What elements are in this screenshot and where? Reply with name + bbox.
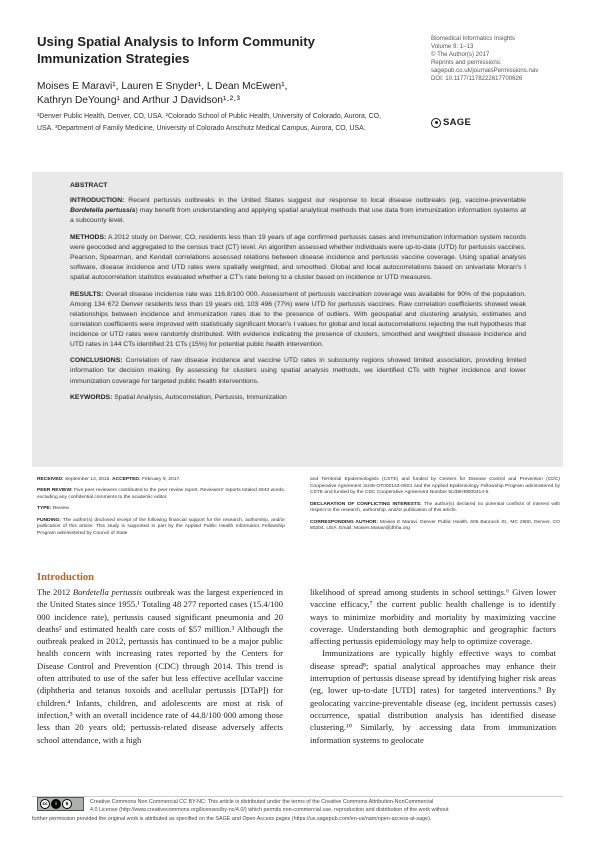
methods-text: A 2012 study on Denver, CO, residents less than 19 years of age confirmed pertussis cases and immunization information system records were geocoded and aggregated to the census tract (CT) level. An algorithm assessed whether individuals were up-to-date (UTD) for pertussis vaccines. Pearson, Spearman, and Kendall correlations assessed relations between disease incidence and pertussis vaccine coverage. Using spatial analysis software, disease incidence and UTD rates were spatially weighted, and smoothed. Global and local autocorrelations based on univariate Moran's I spatial autocorrelation statistics evaluated whether a CT's rate belong to a cluster based on incidence or UTD measures. bbox=[70, 233, 527, 281]
intro-paragraph-1-continued: likelihood of spread among students in school settings.⁶ Given lower vaccine efficacy,⁷ the current public health challenge is to identify ways to minimize morbidity and mortality by maximizing vaccine coverage. Understanding both demographic and geographic factors affecting pertussis epidemiology may help to optimize coverage. bbox=[310, 587, 556, 647]
journal-copyright: © The Author(s) 2017 bbox=[431, 51, 490, 59]
abstract-keywords bbox=[70, 393, 526, 403]
accepted-date: February 9, 2017. bbox=[141, 477, 181, 482]
intro-paragraph-2: Immunizations are typically highly effective ways to combat disease spread⁸; spatial analytical approaches may enhance their interruption of pertussis disease spread by identifying higher risk areas (eg, lower up-to-date [UTD] rates) for targeted interventions.⁹ By geolocating vaccine-preventable disease (eg, incident pertussis cases) occurrence, spatial distribution analysis has identified disease clustering.¹⁰ Similarly, by accessing data from immunization information systems to geolocate bbox=[310, 648, 556, 745]
body-column-right bbox=[310, 586, 556, 746]
journal-volume: Volume 9: 1–13 bbox=[431, 43, 474, 51]
accepted-label: ACCEPTED: bbox=[112, 477, 141, 482]
body-column-left bbox=[37, 586, 283, 746]
corresponding-label: CORRESPONDING AUTHOR: bbox=[310, 519, 378, 525]
license-line-3[interactable]: further permission provided the original work is attributed as specified on the SAGE and Open Access pages (https://us.sagepub.com/en-us/nam/open-access-at-sage). bbox=[32, 815, 432, 822]
type-value: Review bbox=[52, 506, 69, 512]
corresponding-author bbox=[310, 520, 560, 533]
license-footer bbox=[32, 796, 563, 822]
journal-info bbox=[431, 35, 591, 84]
declaration-text: The author(s) declared no potential conflicts of interest with respect to the research, authorship, and/or publication of this article. bbox=[310, 501, 560, 514]
article-meta-right bbox=[310, 477, 560, 538]
cc-icon: cc bbox=[40, 799, 50, 809]
journal-reprints-link[interactable]: sagepub.co.uk/journalsPermissions.nav bbox=[431, 67, 539, 75]
abstract-methods bbox=[70, 233, 526, 283]
funding-label: FUNDING: bbox=[37, 517, 61, 523]
abstract-heading: ABSTRACT bbox=[70, 182, 108, 189]
section-heading-introduction: Introduction bbox=[37, 572, 94, 583]
abstract-introduction bbox=[70, 196, 526, 226]
author-list bbox=[37, 80, 377, 107]
authors-line-1: Moises E Maravi¹, Lauren E Snyder¹, L Dean McEwen¹, bbox=[37, 81, 288, 92]
abstract-box bbox=[32, 172, 563, 467]
results-label: RESULTS: bbox=[70, 290, 104, 298]
introduction-species: Bordetella pertussis bbox=[70, 207, 136, 215]
authors-line-2: Kathryn DeYoung¹ and Arthur J Davidson¹·²·³ bbox=[37, 94, 240, 106]
methods-label: METHODS: bbox=[70, 233, 107, 241]
funding-note-continued: and Territorial Epidemiologists (CSTE) and funded by Centers for Disease Control and Prevention (CDC) Cooperative Agreement 3U38-OT000143-05S1 and the Applied Epidemiology Fellowship Program administered by CSTE and funded by the CDC Cooperative Agreement Number 5U38HM000414-5. bbox=[310, 477, 560, 496]
sage-logo-icon bbox=[431, 118, 441, 128]
abstract-results bbox=[70, 290, 526, 350]
publisher-name: SAGE bbox=[443, 117, 472, 128]
introduction-text-start: Recent pertussis outbreaks in the United States suggest our response to local disease outbreaks (eg, vaccine-preventable bbox=[128, 197, 527, 204]
article-meta-left bbox=[37, 477, 285, 542]
peer-review-note bbox=[37, 488, 285, 501]
attribution-icon: i bbox=[51, 799, 61, 809]
license-line-1: Creative Commons Non Commercial CC BY-NC: This article is distributed under the terms of the Creative Commons Attribution-NonCommercial bbox=[90, 799, 434, 805]
journal-doi[interactable]: DOI: 10.1177/1178222617700626 bbox=[431, 75, 523, 83]
p1-species: Bordetella pertussis bbox=[72, 587, 143, 597]
introduction-text-end: ) may benefit from understanding and applying spatial analytical methods that use data from immunization information systems at a subcounty level. bbox=[70, 207, 526, 225]
license-line-2[interactable]: 4.0 License (http://www.creativecommons.org/licenses/by-nc/4.0/) which permits non-commercial use, reproduction and distribution of the work without bbox=[90, 807, 449, 814]
p1-end: outbreak was the largest experienced in the United States since 1955.¹ Totaling 48 277 reported cases (15.4/100 000 incidence rate), pertussis caused significant pneumonia and 20 deaths² and estimated health care costs of $57 million.³ Although the outbreak peaked in 2012, pertussis has continued to be a major public health concern with increasing rates reported by the Centers for Disease Control and Prevention (CDC) through 2014. This trend is often attributed to use of the safer but less effective acellular vaccine (diphtheria and tetanus toxoids and acellular pertussis [DTaP]) for children.⁴ Infants, children, and adolescents are most at risk of infection,⁵ with an overall incidence rate of 44.8/100 000 among those less than 20 years old; pertussis-related disease adversely affects school attendance, with a high bbox=[37, 587, 283, 745]
journal-reprints: Reprints and permissions: bbox=[431, 59, 502, 67]
introduction-label: INTRODUCTION: bbox=[70, 197, 125, 204]
conclusions-text: Correlation of raw disease incidence and vaccine UTD rates in subcounty regions showed limited association, providing limited information for decision making. By assessing for clusters using spatial analysis methods, we identified CTs with higher incidence and lower immunization coverage for targeted public health interventions. bbox=[70, 357, 526, 385]
noncommercial-icon: $ bbox=[62, 799, 72, 809]
conflict-declaration bbox=[310, 502, 560, 515]
peer-review-label: PEER REVIEW: bbox=[37, 488, 73, 494]
article-title: Using Spatial Analysis to Inform Community Immunization Strategies bbox=[37, 34, 315, 66]
funding-text: The author(s) disclosed receipt of the following financial support for the research, authorship, and/or publication of this article: This study is supported in part by the Applied Public Health Informatics Fellowship Program administered by Council of State bbox=[37, 517, 285, 536]
funding-note bbox=[37, 518, 285, 538]
journal-name: Biomedical Informatics Insights bbox=[431, 35, 515, 42]
results-text: Overall disease incidence rate was 116.8/100 000. Assessment of pertussis vaccination coverage was available for 90% of the population. Among 134 672 Denver residents less than 19 years old, 103 496 (77%) were UTD for pertussis vaccines. Raw correlation coefficients showed weak relationships between incidence and immunization rates due to the presence of outliers. With geospatial and clustering analysis, estimates and correlation coefficients were improved with statistically significant Moran's I values for global and local autocorrelations rejecting the null hypothesis that incidence or UTD rates were randomly distributed. With evidence indicating the presence of clusters, smoothed and weighted disease incidence and UTD rates in 144 CTs identified 21 CTs (15%) for potential public health intervention. bbox=[70, 290, 526, 348]
conclusions-label: CONCLUSIONS: bbox=[70, 357, 123, 365]
cc-license-badge[interactable] bbox=[37, 797, 84, 811]
abstract-conclusions bbox=[70, 356, 526, 386]
declaration-label: DECLARATION OF CONFLICTING INTERESTS: bbox=[310, 501, 422, 507]
publisher-logo bbox=[431, 117, 471, 128]
article-type bbox=[37, 506, 285, 513]
type-label: TYPE: bbox=[37, 506, 52, 512]
license-text bbox=[32, 798, 563, 823]
keywords-text: Spatial Analysis, Autocorrelation, Pertussis, Immunization bbox=[114, 394, 287, 402]
intro-paragraph-1 bbox=[37, 586, 283, 746]
received-date: September 13, 2016. bbox=[65, 477, 111, 482]
affiliations: ¹Denver Public Health, Denver, CO, USA. ²Colorado School of Public Health, University of Colorado, Aurora, CO, USA. ³Department of Family Medicine, University of Colorado Anschutz Medical Campus, Aurora, CO, USA. bbox=[37, 113, 381, 132]
received-label: RECEIVED: bbox=[37, 477, 64, 482]
keywords-label: KEYWORDS: bbox=[70, 394, 113, 402]
peer-review-text: Five peer reviewers contributed to the peer review report. Reviewers' reports totaled 2643 words, excluding any confidential comments to the academic editor. bbox=[37, 488, 286, 500]
dates-line bbox=[37, 477, 285, 484]
corresponding-text: Moises E Maravi, Denver Public Health, 605 Bannock St., MC 2600, Denver, CO 80204, USA. Email: Moises.Maravi@dhha.org bbox=[310, 519, 560, 532]
p1-start: The 2012 bbox=[37, 587, 73, 597]
